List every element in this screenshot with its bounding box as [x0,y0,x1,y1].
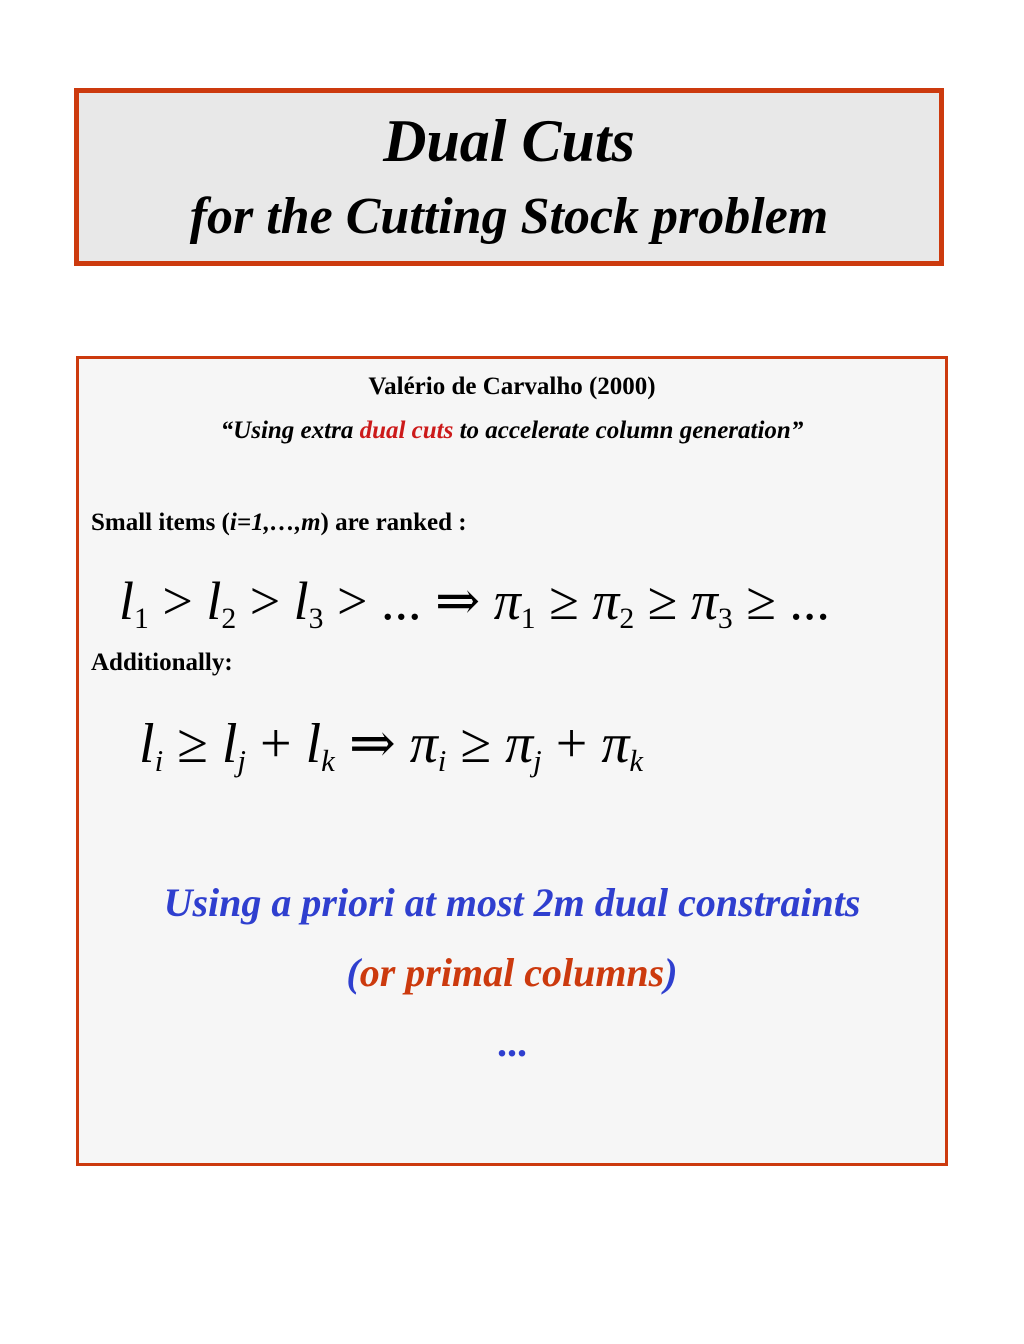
title-box [74,88,944,266]
small-items-suffix: ) are ranked : [320,509,467,536]
additionally-label: Additionally: [91,649,233,676]
reference-title-open: “Using extra [220,417,360,444]
reference-author: Valério de Carvalho (2000) [368,373,656,400]
conclusion-paren-open: ( [346,950,360,995]
conclusion-line-2 [79,949,945,996]
conclusion-paren-close: ) [664,950,678,995]
additivity-equation: $l_i \ge l_j + l_k$ ⇒ $\pi_i \ge \pi_j + \pi_k$ [139,713,644,779]
reference-title [79,417,945,445]
conclusion-line-1: Using a priori at most 2m dual constraints [163,880,861,925]
ranking-equation: $l_1 > l_2 > l_3$ > ... ⇒ $\pi_1 \ge \pi_2 \ge \pi_3$ ≥ ... [119,571,830,635]
small-items-text [91,509,467,537]
conclusion-highlight: or primal columns [359,950,665,995]
content-box [76,356,948,1166]
reference-title-highlight: dual cuts [359,417,454,444]
conclusion-ellipsis: ... [497,1020,527,1065]
small-items-prefix: Small items ( [91,509,230,536]
reference-title-close: to accelerate column generation” [453,417,804,444]
slide-title: Dual Cuts [383,108,635,174]
small-items-range: i=1,…,m [229,509,321,536]
slide-subtitle: for the Cutting Stock problem [189,188,829,245]
